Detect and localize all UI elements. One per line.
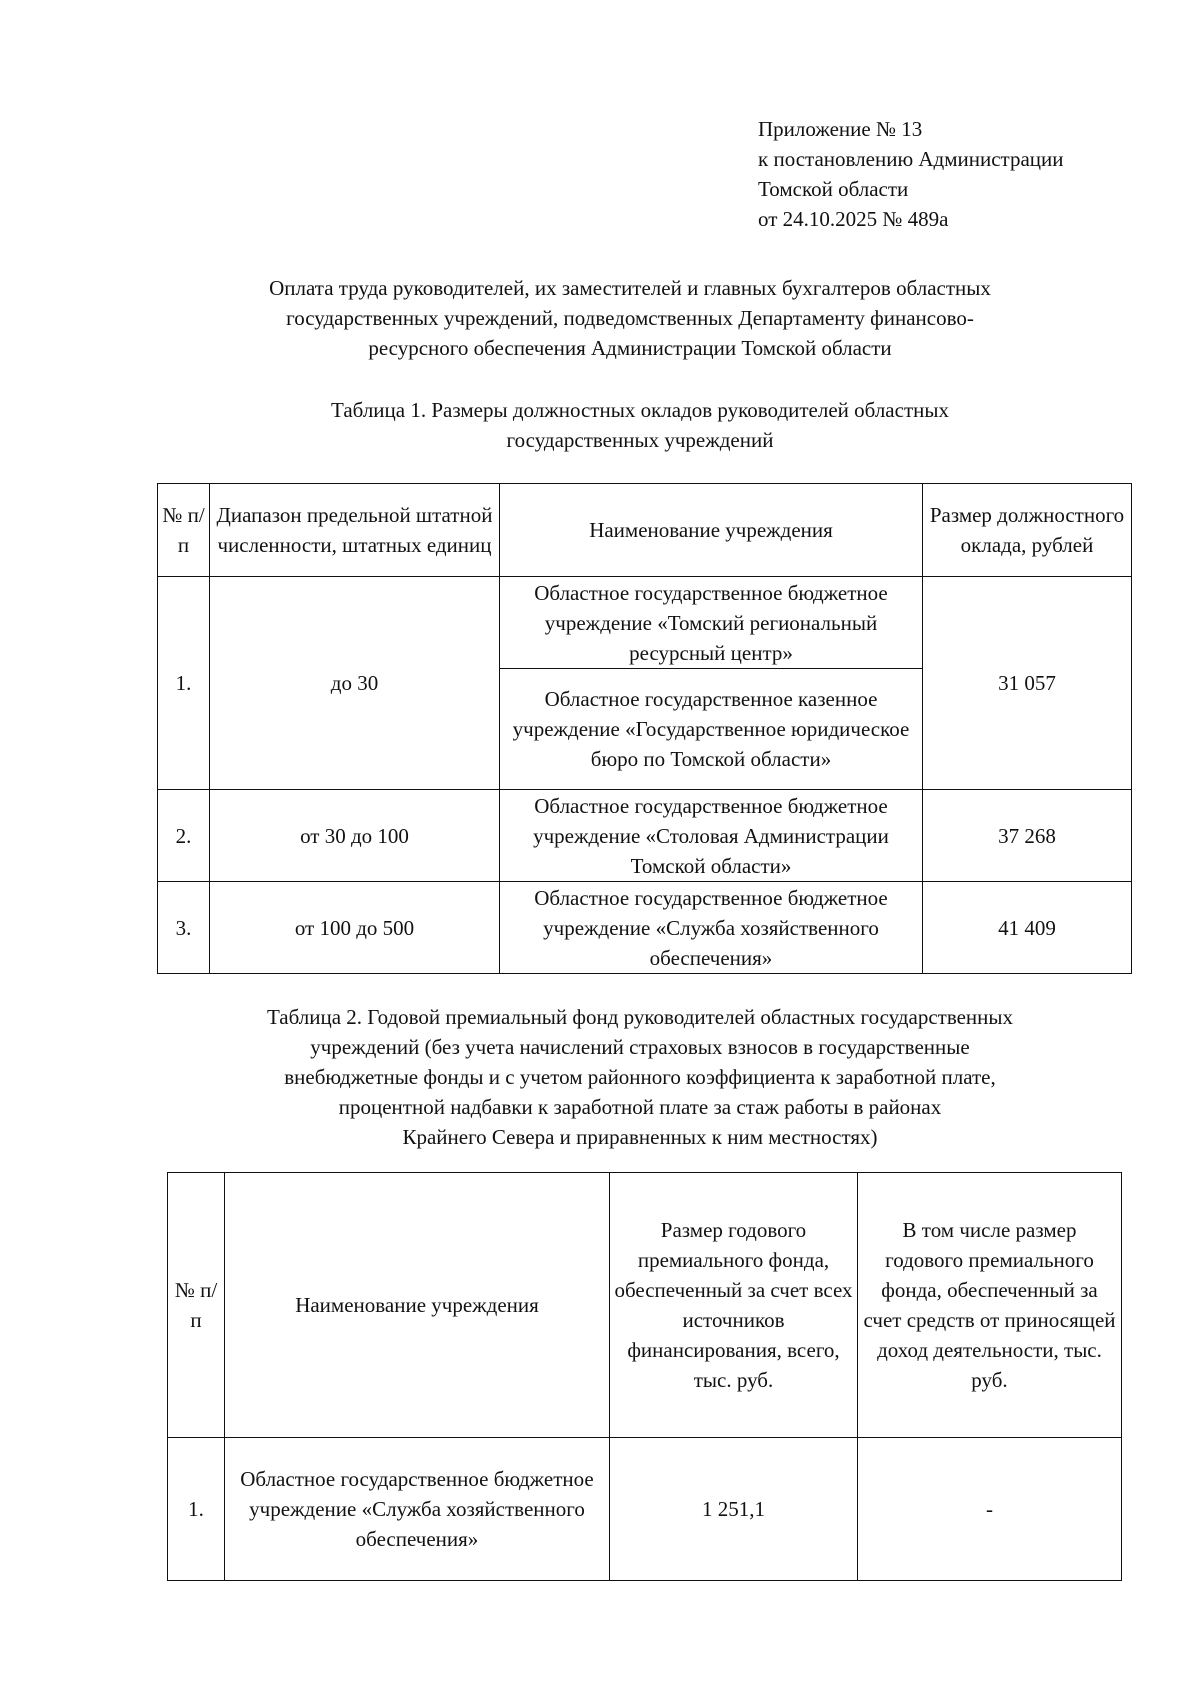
- row-range: до 30: [210, 577, 500, 790]
- appendix-header: [758, 114, 1178, 234]
- appendix-reference: к постановлению Администрации: [758, 147, 1064, 171]
- table-row: [158, 790, 1132, 882]
- row-num: 2.: [158, 790, 210, 882]
- row-num: 1.: [168, 1438, 225, 1581]
- row-institution: Областное государственное бюджетное учреждение «Служба хозяйственного обеспечения»: [225, 1438, 610, 1581]
- row-institution: Областное государственное бюджетное учреждение «Служба хозяйственного обеспечения»: [500, 882, 923, 974]
- header-range: Диапазон предельной штатной численности, штатных единиц: [210, 484, 500, 577]
- salary-table: [157, 483, 1132, 974]
- appendix-date: от 24.10.2025 № 489а: [758, 207, 949, 231]
- table-header-row: [168, 1173, 1122, 1438]
- table-header-row: [158, 484, 1132, 577]
- header-institution: Наименование учреждения: [225, 1173, 610, 1438]
- row-salary: 37 268: [923, 790, 1132, 882]
- header-num: № п/п: [168, 1173, 225, 1438]
- appendix-region: Томской области: [758, 177, 909, 201]
- table1-caption: Таблица 1. Размеры должностных окладов руководителей областных государственных учреждений: [331, 398, 949, 452]
- row-num: 3.: [158, 882, 210, 974]
- bonus-fund-table: [167, 1172, 1122, 1581]
- row-institution: Областное государственное бюджетное учреждение «Столовая Администрации Томской области»: [500, 790, 923, 882]
- row-num: 1.: [158, 577, 210, 790]
- row-range: от 30 до 100: [210, 790, 500, 882]
- table-row: [158, 577, 1132, 669]
- row-salary: 41 409: [923, 882, 1132, 974]
- row-income-fund: -: [858, 1438, 1122, 1581]
- header-salary: Размер должностного оклада, рублей: [923, 484, 1132, 577]
- header-income-fund: В том числе размер годового премиального фонда, обеспеченный за счет средств от приносящей доход деятельности, тыс. руб.: [858, 1173, 1122, 1438]
- row-range: от 100 до 500: [210, 882, 500, 974]
- table2-caption: Таблица 2. Годовой премиальный фонд руководителей областных государственных учреждений (без учета начислений страховых взносов в государственные внебюджетные фонды и с учетом районного коэффициента к заработной плате, процентной надбавки к заработной плате за стаж работы в районах Крайнего Севера и приравненных к ним местностях): [266, 1005, 1014, 1149]
- row-institution: Областное государственное казенное учреждение «Государственное юридическое бюро по Томской области»: [500, 669, 923, 790]
- row-total-fund: 1 251,1: [610, 1438, 858, 1581]
- row-institution: Областное государственное бюджетное учреждение «Томский региональный ресурсный центр»: [500, 577, 923, 669]
- row-salary: 31 057: [923, 577, 1132, 790]
- header-institution: Наименование учреждения: [500, 484, 923, 577]
- header-num: № п/п: [158, 484, 210, 577]
- appendix-number: Приложение № 13: [758, 117, 923, 141]
- document-title: Оплата труда руководителей, их заместителей и главных бухгалтеров областных государственных учреждений, подведомственных Департаменту финансово- ресурсного обеспечения Администрации Томской области: [269, 276, 991, 360]
- header-total-fund: Размер годового премиального фонда, обеспеченный за счет всех источников финансирования, всего, тыс. руб.: [610, 1173, 858, 1438]
- table-row: [168, 1438, 1122, 1581]
- table-row: [158, 882, 1132, 974]
